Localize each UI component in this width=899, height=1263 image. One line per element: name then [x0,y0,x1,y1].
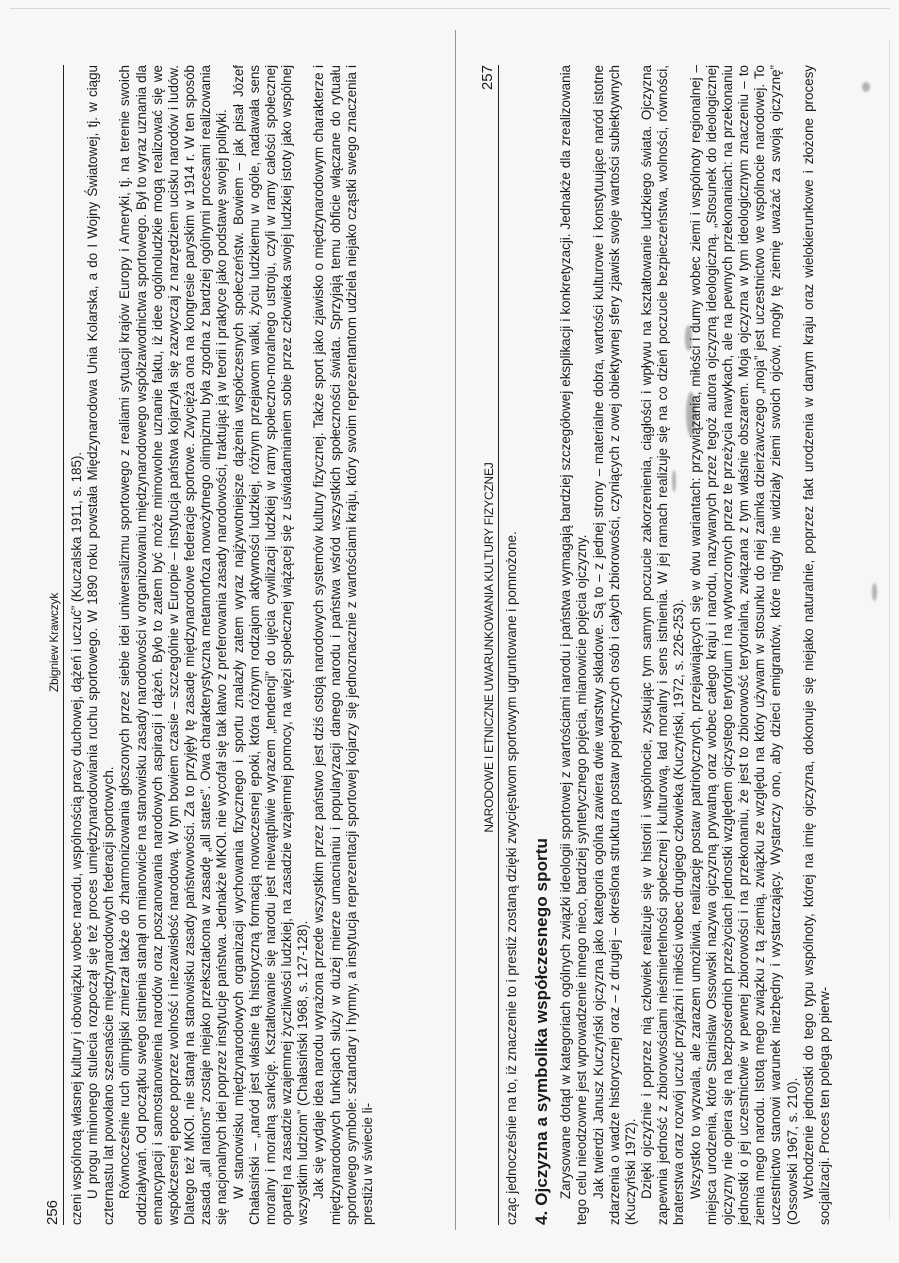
left-paragraph-5: Jak się wydaje idea narodu wyrażona przede wszystkim przez państwo jest dziś ostoją narodowych systemów kultury fizycznej. Także sport jako zjawisko o międzynarodowym charakterze i międzynarodowych funkcjach służy w dużej mierze umacnianiu i popularyzacji danego narodu i państwa wśród wszystkich społeczności świata. Sprzyjają temu obficie włączane do rytuału sportowego symbole: sztandary i hymny, a instytucja reprezentacji sportowej kojarzy się jednoznacznie z wartościami kraju, który swoim reprezentantom udziela niejako cząstki swego znaczenia i prestiżu w świecie li- [311,65,375,1225]
right-page [470,65,870,1225]
left-paragraph-4: W stanowisku międzynarodowych organizacji wychowania fizycznego i sportu znalazły zatem wyraz najżywotniejsze dążenia współczesnych społeczeństw. Bowiem – jak pisał Józef Chałasiński – „naród jest właśnie tą historyczną formacją nowoczesnej epoki, która różnym rodzajom aktywności ludzkiej, różnym przejawom walki, życiu ludzkiemu w ogóle, nadawała sens moralny i moralną sankcję. Kształtowanie się narodu jest niewątpliwie wyrazem „tendencji” do ujęcia cywilizacji ludzkiej w ramy społeczno-moralnego ustroju, czyli w ramy całości społecznej opartej na zasadzie wzajemnej życzliwości ludzkiej, na zasadzie wzajemnej pomocy, na więzi społecznej wiążącej się z uświadamianiem sobie przez człowieka swojej ludzkiej istoty jako wspólnej wszystkim ludziom” (Chałasiński 1968, s. 127-128). [230,65,311,1225]
left-paragraph-2: U progu minionego stulecia rozpoczął się też proces umiędzynarodowiania ruchu sportowego. W 1890 roku powstała Międzynarodowa Unia Kolarska, a do I Wojny Światowej, tj. w ciągu czternastu lat powołano szesnaście międzynarodowych federacji sportowych. [85,65,117,1225]
left-running-head: Zbigniew Krawczyk [47,592,61,693]
binding-shadow-5 [872,583,877,601]
left-paragraph-3: Równocześnie ruch olimpijski zmierzał także do zharmonizowania głoszonych przez siebie idei uniwersalizmu sportowego z realiami sytuacji krajów Europy i Ameryki, tj. na terenie swoich oddziaływań. Od początku swego istnienia stanął on mianowicie na stanowisku zasady narodowości w organizowaniu międzynarodowego współzawodnictwa sportowego. Był to wyraz uznania dla emancypacji i samostanowienia narodów oraz poszanowania narodowych aspiracji i dążeń. Było to zatem być może mimowolne uznanie faktu, iż idee ogólnoludzkie mogą realizować się we współczesnej epoce poprzez wolność i niezawisłość narodową. W tym bowiem czasie – szczególnie w Europie – instytucja państwa kojarzyła się zazwyczaj z narzędziem ucisku narodów i ludów. Dlatego też MKOl. nie stanął na stanowisku zasady państwowości. Za to przyjęły tę zasadę międzynarodowe federacje sportowe. Zwycięża ona na kongresie paryskim w 1914 r. W ten sposób zasada „all nations” zostaje niejako przekształcona w zasadę „all states”. Owa charakterystyczna metamorfoza nowożytnego olimpizmu była zgodna z bardziej ogólnymi procesami realizowania się nacjonalnych idei poprzez instytucje państwa. Jednakże MKOl. nie wycofał się tak łatwo z preferowania zasady narodowości, traktując ją w teorii i praktyce jako podstawę swojej polityki. [117,65,230,1225]
page-gutter [455,30,456,1230]
right-paragraph-4: Wszystko to wyzwala, ale zarazem umożliwia, realizację postaw patriotycznych, przejawiających się w dwu wariantach: przywiązania, miłości i dumy wobec ziemi i wspólnoty regionalnej – miejsca urodzenia, które Stanisław Ossowski nazywa ojczyzną prywatną oraz wobec całego kraju i narodu, nazywanych przez tegoż autora ojczyzną ideologiczną. „Stosunek do ideologicznej ojczyzny nie opiera się na bezpośrednich przeżyciach jednostki względem ojczystego terytorium i na wytworzonych przez te przeżycia nawykach, ale na pewnych przekonaniach: na przekonaniu jednostki o jej uczestnictwie w pewnej zbiorowości i na przekonaniu, że jest to zbiorowość terytorialna, związana z tym właśnie obszarem. Moja ojczyzna w tym ideologicznym znaczeniu – to ziemia mego narodu. Istotą mego związku z tą ziemią, związku ze względu na który używam w stosunku do niej zaimka dzierżawczego „moja” jest uczestnictwo we wspólnocie narodowej. To uczestnictwo stanowi warunek niezbędny i wystarczający. Wystarczy ono, aby dzieci emigrantów, które nigdy nie widziały ziemi swoich ojców, mogły tę ziemię uważać za swoją ojczyznę” (Ossowski 1967, s. 210). [687,65,800,1225]
right-page-number: 257 [479,65,496,91]
left-page-number: 256 [44,1199,61,1225]
right-paragraph-0: cząc jednocześnie na to, iż znaczenie to i prestiż zostaną dzięki zwycięstwom sportowym ugruntowane i pomnożone. [504,531,519,1225]
left-paragraph-1: czeni wspólnotą własnej kultury i obowiązku wobec narodu, wspólnością pracy duchowej, dążeń i uczuć” (Kuczalska 1911, s. 185). [69,451,84,1225]
right-page-body [499,65,833,1225]
scan-edge-top [10,8,890,9]
right-paragraph-2: Jak twierdzi Janusz Kuczyński ojczyzna jako kategoria ogólna zawiera dwie warstwy składowe. Są to – z jednej strony – materialne dobra, wartości kulturowe i konstytuujące naród istotne zdarzenia o wadze historycznej oraz – z drugiej – określona struktura postaw pojedynczych osób i całych zbiorowości, czyniących z owej obiektywnej sfery zjawisk swoje wartości subiektywnych (Kuczyński 1972). [590,65,638,1225]
left-page-body [64,65,376,1225]
right-paragraph-5: Wchodzenie jednostki do tego typu wspólnoty, której na imię ojczyzna, dokonuje się niejako naturalnie, poprzez fakt urodzenia w danym kraju oraz wielokierunkowe i złożone procesy socjalizacji. Proces ten polega po pierw- [800,65,832,1225]
right-paragraph-3: Dzięki ojczyźnie i poprzez nią człowiek realizuje się w historii i wspólnocie, zyskując tym samym poczucie zakorzenienia, ciągłości i wpływu na kształtowanie ludzkiego świata. Ojczyzna zapewnia jedność z zbiorowościami nieśmiertelności społecznej i kulturową, ład moralny i sens istnienia. W jej ramach realizuje się na co dzień poczucie bezpieczeństwa, wolności, równości, braterstwa oraz rozwój uczuć przyjaźni i miłości wobec drugiego człowieka (Kuczyński, 1972, s. 226-253). [639,65,687,1225]
left-page [35,65,435,1225]
left-page-header [35,65,64,1225]
right-running-head: NARODOWE I ETNICZNE UWARUNKOWANIA KULTURY FIZYCZNEJ [482,462,496,833]
scan-edge-right [889,40,890,1220]
right-paragraph-1: Zarysowane dotąd w kategoriach ogólnych związki ideologii sportowej z wartościami narodu i państwa wymagają bardziej szczegółowej eksplikacji i konkretyzacji. Jednakże dla zrealizowania tego celu nieodzowne jest wprowadzenie innego nieco, bardziej syntetycznego pojęcia, mianowicie pojęcia ojczyzny. [558,65,590,1225]
right-page-header [470,65,499,1225]
section-heading: 4. Ojczyzna a symbolika współczesnego sportu [532,837,552,1225]
